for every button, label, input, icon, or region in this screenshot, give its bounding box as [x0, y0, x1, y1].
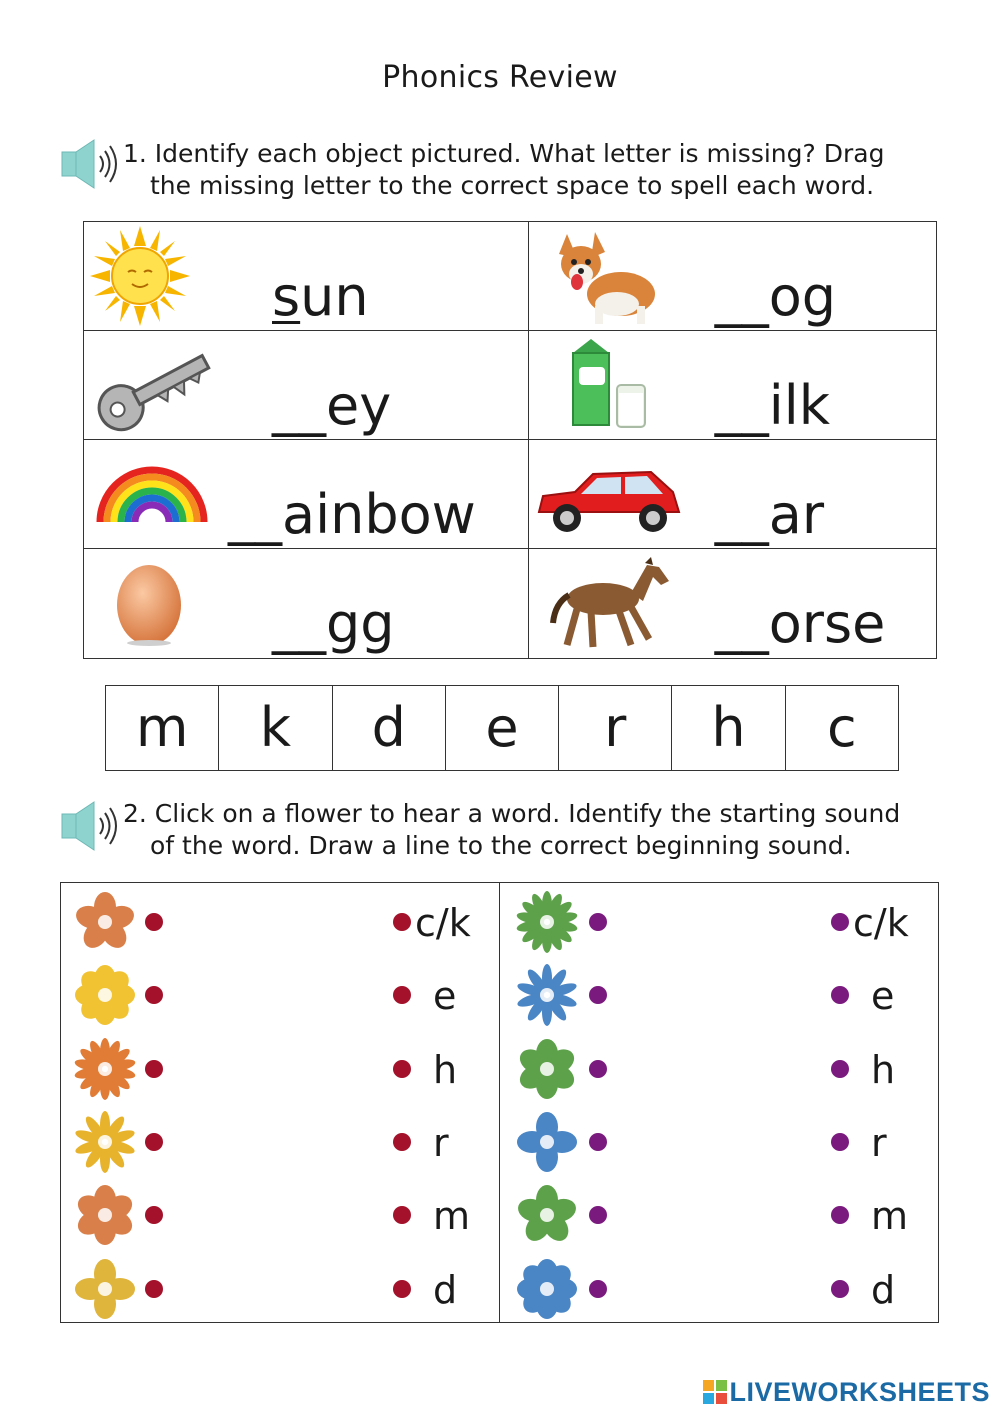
- logo-text: LIVEWORKSHEETS: [729, 1376, 990, 1407]
- letter-tile[interactable]: m: [106, 686, 219, 770]
- word-ending: un: [300, 265, 369, 328]
- word-blank[interactable]: __: [714, 592, 769, 655]
- dog-icon: [551, 224, 661, 328]
- instruction-line: 1. Identify each object pictured. What letter is missing? Drag: [123, 139, 885, 168]
- match-dot[interactable]: [589, 1060, 607, 1078]
- match-dot[interactable]: [145, 1206, 163, 1224]
- word-missing-letter[interactable]: s: [272, 265, 301, 328]
- sound-label: h: [871, 1047, 896, 1092]
- match-dot[interactable]: [393, 986, 411, 1004]
- word-ending: ey: [326, 374, 392, 437]
- match-dot[interactable]: [831, 1133, 849, 1151]
- match-dot[interactable]: [393, 1206, 411, 1224]
- instruction-line: 2. Click on a flower to hear a word. Identify the starting sound: [123, 799, 901, 828]
- word-cell-milk: [529, 331, 936, 440]
- flower-icon[interactable]: [72, 1256, 138, 1322]
- sun-icon: [90, 226, 190, 326]
- word-blank[interactable]: __: [714, 265, 769, 328]
- match-dot[interactable]: [831, 1206, 849, 1224]
- flower-icon[interactable]: [72, 1182, 138, 1248]
- horse-icon: [547, 553, 673, 653]
- word-blank[interactable]: __: [272, 374, 326, 437]
- match-dot[interactable]: [831, 913, 849, 931]
- word-cell-rainbow: [84, 440, 529, 549]
- sound-label: r: [433, 1120, 449, 1165]
- flower-icon[interactable]: [514, 1182, 580, 1248]
- flower-icon[interactable]: [514, 889, 580, 955]
- letter-tile[interactable]: k: [219, 686, 332, 770]
- word-dog: [714, 265, 837, 328]
- word-cell-dog: [529, 222, 936, 331]
- sound-label: h: [433, 1047, 458, 1092]
- part2-instructions: [123, 798, 900, 862]
- match-dot[interactable]: [589, 1280, 607, 1298]
- match-dot[interactable]: [145, 1280, 163, 1298]
- matching-table: [60, 882, 939, 1323]
- flower-icon[interactable]: [72, 1109, 138, 1175]
- sound-label: m: [871, 1194, 909, 1239]
- match-dot[interactable]: [831, 986, 849, 1004]
- word-ending: orse: [768, 592, 886, 655]
- match-dot[interactable]: [831, 1280, 849, 1298]
- word-cell-horse: [529, 549, 936, 658]
- match-dot[interactable]: [831, 1060, 849, 1078]
- rainbow-icon: [96, 464, 208, 524]
- word-blank[interactable]: __: [228, 483, 282, 546]
- sound-label: r: [871, 1120, 887, 1165]
- match-dot[interactable]: [589, 1133, 607, 1151]
- page-title: Phonics Review: [382, 60, 618, 95]
- word-sun: [272, 265, 369, 328]
- sound-label: e: [871, 974, 895, 1019]
- match-dot[interactable]: [145, 1133, 163, 1151]
- speaker-icon[interactable]: [60, 800, 126, 852]
- flower-icon[interactable]: [514, 962, 580, 1028]
- sound-label: c/k: [415, 901, 471, 945]
- match-dot[interactable]: [589, 913, 607, 931]
- letter-tile[interactable]: h: [672, 686, 785, 770]
- match-dot[interactable]: [393, 1133, 411, 1151]
- word-milk: [714, 374, 831, 437]
- word-ending: og: [768, 265, 837, 328]
- egg-icon: [114, 555, 184, 647]
- sound-label: d: [433, 1267, 458, 1312]
- letter-bank: [105, 685, 899, 771]
- match-dot[interactable]: [589, 1206, 607, 1224]
- match-dot[interactable]: [145, 986, 163, 1004]
- milk-icon: [567, 333, 651, 433]
- word-egg: [272, 592, 395, 655]
- word-blank[interactable]: __: [714, 483, 769, 546]
- word-cell-car: [529, 440, 936, 549]
- speaker-icon[interactable]: [60, 138, 126, 190]
- instruction-line: the missing letter to the correct space to spell each word.: [150, 171, 875, 200]
- word-cell-sun: [84, 222, 529, 331]
- word-ending: ilk: [768, 374, 831, 437]
- match-dot[interactable]: [393, 1060, 411, 1078]
- match-dot[interactable]: [589, 986, 607, 1004]
- word-table: [83, 221, 937, 659]
- word-cell-key: [84, 331, 529, 440]
- logo-icon: [703, 1380, 727, 1404]
- flower-icon[interactable]: [514, 1256, 580, 1322]
- word-cell-egg: [84, 549, 529, 658]
- word-horse: [714, 592, 886, 655]
- match-dot[interactable]: [393, 1280, 411, 1298]
- flower-icon[interactable]: [514, 1036, 580, 1102]
- letter-tile[interactable]: e: [446, 686, 559, 770]
- column-divider: [499, 883, 500, 1322]
- word-blank[interactable]: __: [272, 592, 326, 655]
- match-dot[interactable]: [393, 913, 411, 931]
- match-dot[interactable]: [145, 1060, 163, 1078]
- match-dot[interactable]: [145, 913, 163, 931]
- word-ending: gg: [326, 592, 395, 655]
- sound-label: e: [433, 974, 457, 1019]
- word-blank[interactable]: __: [714, 374, 769, 437]
- liveworksheets-logo: [703, 1377, 990, 1407]
- flower-icon[interactable]: [72, 1036, 138, 1102]
- flower-icon[interactable]: [72, 962, 138, 1028]
- word-rainbow: [228, 483, 476, 546]
- word-ending: ar: [768, 483, 825, 546]
- letter-tile[interactable]: d: [333, 686, 446, 770]
- part1-instructions: [123, 138, 884, 202]
- word-car: [714, 483, 825, 546]
- car-icon: [533, 468, 685, 534]
- key-icon: [88, 335, 214, 435]
- sound-label: d: [871, 1267, 896, 1312]
- sound-label: c/k: [853, 901, 909, 945]
- flower-icon[interactable]: [514, 1109, 580, 1175]
- word-key: [272, 374, 392, 437]
- word-ending: ainbow: [282, 483, 476, 546]
- instruction-line: of the word. Draw a line to the correct beginning sound.: [150, 831, 852, 860]
- flower-icon[interactable]: [72, 889, 138, 955]
- letter-tile[interactable]: r: [559, 686, 672, 770]
- letter-tile[interactable]: c: [826, 696, 857, 759]
- sound-label: m: [433, 1194, 471, 1239]
